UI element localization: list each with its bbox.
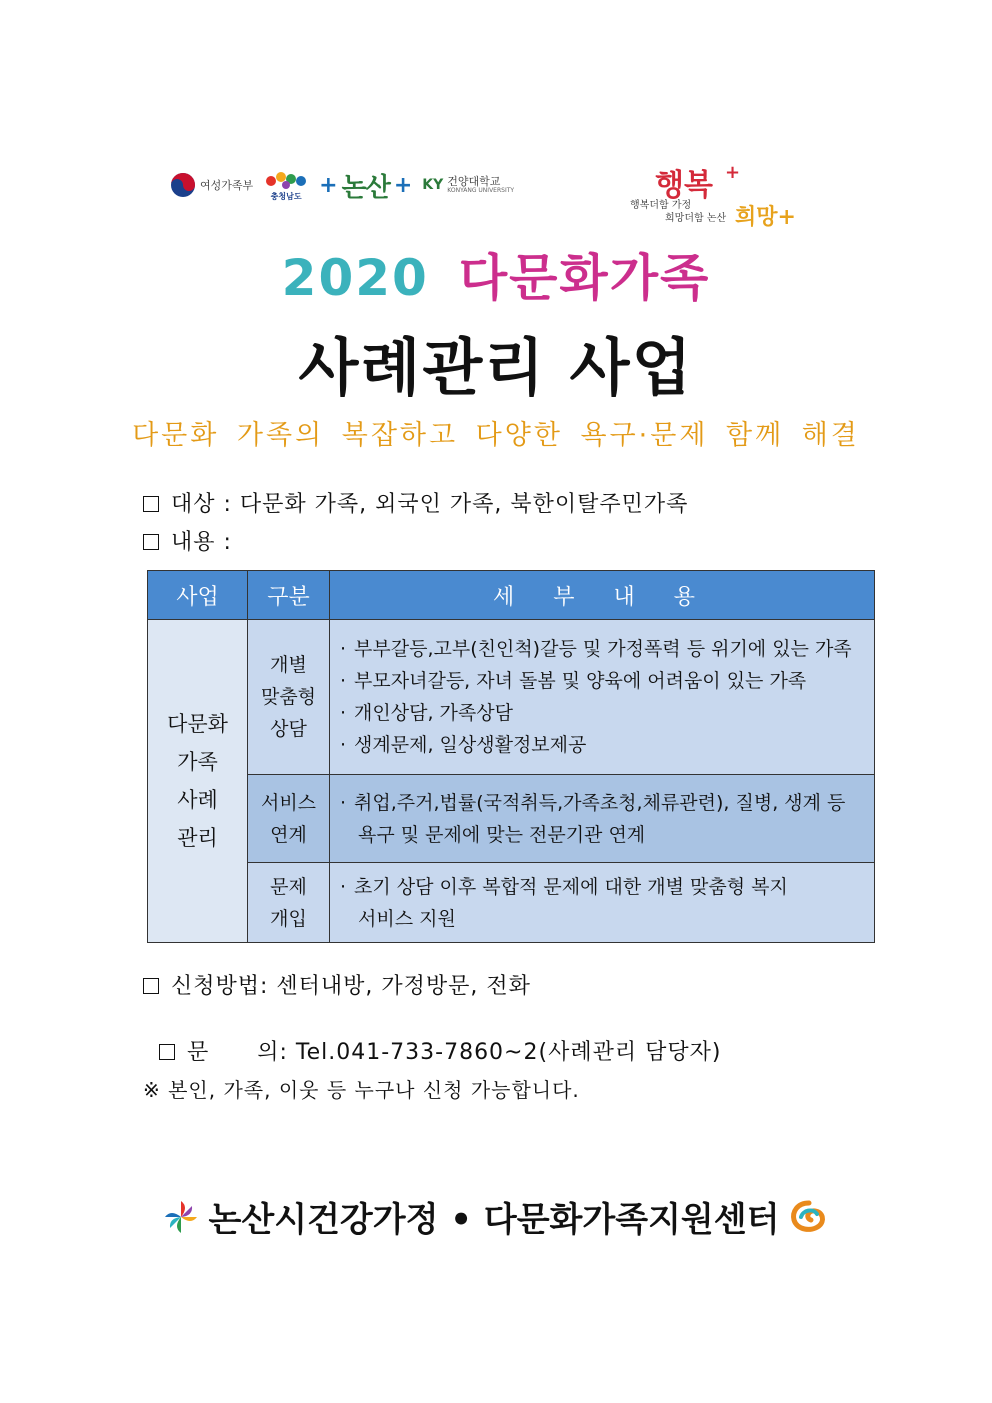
detail-item: 개인상담, 가족상담 (354, 702, 513, 724)
chungnam-name: 충청남도 (270, 191, 302, 201)
inquiry-text: 문 의: Tel.041-733-7860~2(사례관리 담당자) (187, 1040, 722, 1065)
konyang-logo (422, 176, 514, 194)
page-subtitle: 다문화 가족의 복잡하고 다양한 욕구·문제 함께 해결 (132, 420, 860, 451)
checkbox-icon (143, 978, 159, 994)
table-row (148, 863, 875, 943)
table-header: 구분 (248, 571, 330, 620)
note-text: ※ 본인, 가족, 이웃 등 누구나 신청 가능합니다. (143, 1078, 580, 1102)
hope-text: 희망+ (735, 204, 796, 230)
program-table (147, 570, 875, 943)
category-cell: 문제 개입 (248, 863, 330, 943)
apply-method-text: 신청방법: 센터내방, 가정방문, 전화 (171, 974, 531, 999)
taegeuk-icon (170, 172, 196, 198)
center-emblem-icon (789, 1200, 829, 1234)
flower-cluster-icon (263, 169, 309, 191)
detail-item: 서비스 지원 (358, 907, 456, 930)
content-line (143, 525, 232, 556)
business-cell: 다문화 가족 사례 관리 (148, 620, 248, 943)
detail-cell: · 초기 상담 이후 복합적 문제에 대한 개별 맞춤형 복지 서비스 지원 (330, 863, 875, 943)
plus-icon: + (319, 172, 338, 198)
table-header-row (148, 571, 875, 620)
konyang-mark: KY (422, 177, 444, 193)
konyang-name-en: KONYANG UNIVERSITY (447, 186, 515, 194)
detail-item: 생계문제, 일상생활정보제공 (354, 734, 587, 756)
apply-method-line (143, 969, 531, 1000)
konyang-name: 건양대학교 (447, 175, 501, 189)
content-text: 내용 : (171, 530, 232, 555)
pinwheel-icon (163, 1199, 199, 1235)
chungnam-logo (263, 169, 309, 202)
table-header: 세 부 내 용 (330, 571, 875, 620)
detail-cell: · 부부갈등,고부(친인척)갈등 및 가정폭력 등 위기에 있는 가족 · 부모자녀갈등, 자녀 돌봄 및 양육에 어려움이 있는 가족 · 개인상담, 가족상담 · 생계문제, 일상생활정보제공 (330, 620, 875, 775)
happy-slogan-line2: 희망더함 논산 (665, 213, 727, 224)
checkbox-icon (159, 1044, 175, 1060)
nonsan-logo (319, 167, 412, 204)
ministry-logo (170, 172, 253, 198)
detail-item: 부모자녀갈등, 자녀 돌봄 및 양육에 어려움이 있는 가족 (354, 670, 807, 692)
category-cell: 개별 맞춤형 상담 (248, 620, 330, 775)
happy-slogan-line1: 행복더함 가정 (630, 200, 692, 211)
plus-icon: + (725, 162, 741, 183)
detail-cell: · 취업,주거,법률(국적취득,가족초청,체류관련), 질병, 생계 등 욕구 및 문제에 맞는 전문기관 연계 (330, 775, 875, 863)
checkbox-icon (143, 496, 159, 512)
title-year: 2020 (281, 249, 429, 307)
table-row (148, 620, 875, 775)
happy-text: 행복 (655, 168, 713, 203)
table-row (148, 775, 875, 863)
detail-item: 부부갈등,고부(친인척)갈등 및 가정폭력 등 위기에 있는 가족 (354, 638, 852, 660)
nonsan-name: 논산 (341, 172, 390, 203)
detail-item: 초기 상담 이후 복합적 문제에 대한 개별 맞춤형 복지 (354, 875, 788, 898)
page-title: 사례관리 사업 (298, 331, 694, 404)
target-text: 대상 : 다문화 가족, 외국인 가족, 북한이탈주민가족 (171, 492, 689, 517)
detail-item: 취업,주거,법률(국적취득,가족초청,체류관련), 질병, 생계 등 (354, 791, 846, 814)
target-line (143, 487, 688, 518)
plus-icon: + (393, 172, 413, 198)
title-line (0, 238, 992, 310)
title-family: 다문화가족 (458, 249, 711, 307)
happy-hope-logo (625, 160, 820, 230)
category-cell: 서비스 연계 (248, 775, 330, 863)
table-header: 사업 (148, 571, 248, 620)
footer (0, 1192, 992, 1244)
center-name: 논산시건강가정 • 다문화가족지원센터 (208, 1200, 780, 1240)
ministry-name: 여성가족부 (200, 179, 254, 192)
detail-item: 욕구 및 문제에 맞는 전문기관 연계 (358, 823, 646, 846)
inquiry-line (143, 1010, 721, 1066)
checkbox-icon (143, 534, 159, 550)
partner-logos (170, 160, 550, 210)
